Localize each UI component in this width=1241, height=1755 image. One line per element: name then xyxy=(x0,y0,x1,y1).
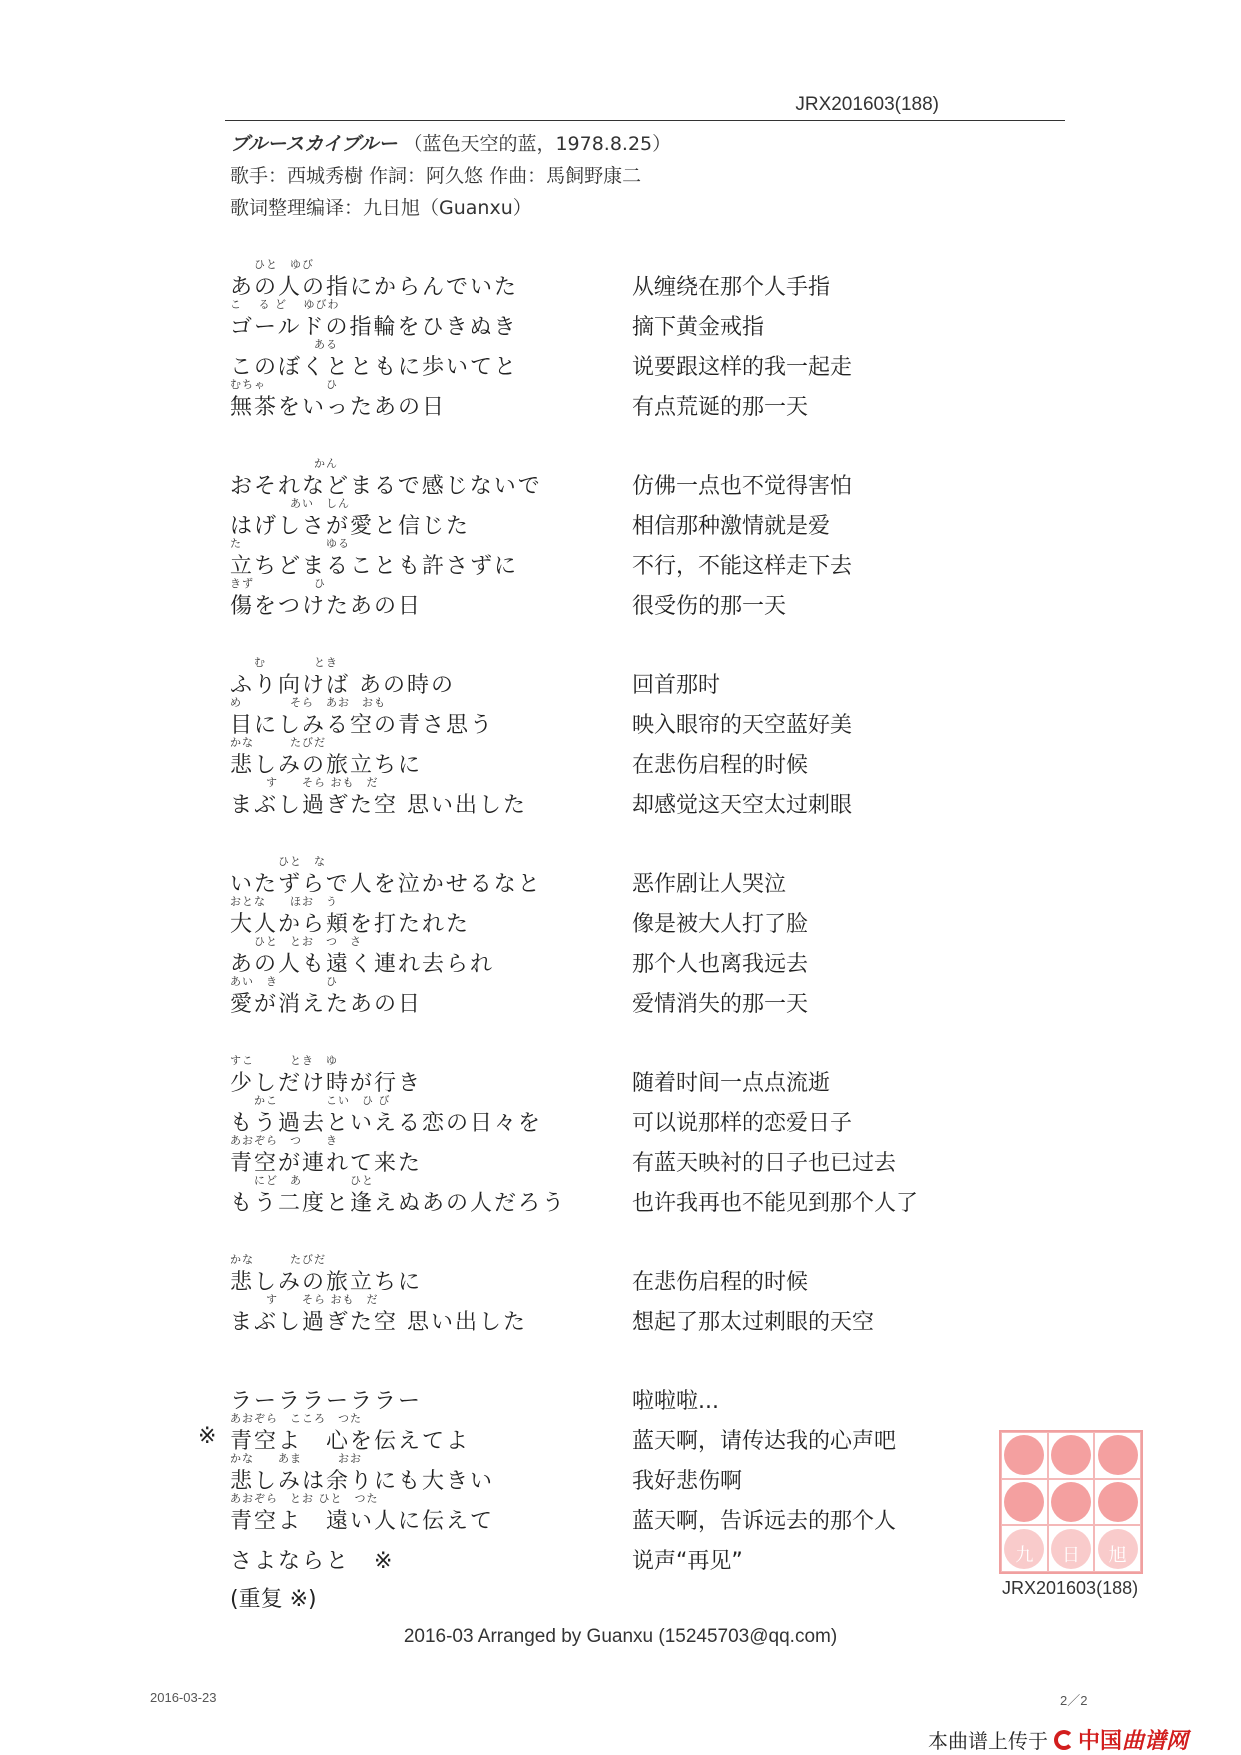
lyric-chinese: 很受伤的那一天 xyxy=(632,594,787,619)
lyric-japanese: 悲しみの旅立ちに xyxy=(230,753,423,778)
stamp-cell xyxy=(1001,1525,1048,1572)
stamp-dot xyxy=(1098,1482,1138,1522)
lyric-row xyxy=(230,577,787,619)
lyric-row xyxy=(230,855,787,897)
lyric-japanese: 愛が消えたあの日 xyxy=(230,992,423,1017)
stanza xyxy=(230,457,853,619)
lyric-row xyxy=(230,776,853,818)
lyric-chinese: 我好悲伤啊 xyxy=(632,1469,743,1494)
furigana: にど あ ひと xyxy=(230,1174,374,1187)
stamp-char: 日 xyxy=(1061,1545,1080,1566)
lyric-chinese: 那个人也离我远去 xyxy=(632,952,809,977)
furigana: かな あま おお xyxy=(230,1452,362,1465)
upload-text: 本曲谱上传于 xyxy=(928,1729,1048,1753)
header xyxy=(230,128,671,224)
lyric-chinese: 随着时间一点点流逝 xyxy=(632,1071,831,1096)
lyric-row xyxy=(230,736,809,778)
stanza xyxy=(230,656,853,818)
lyric-row xyxy=(230,497,831,539)
lyric-chinese: 像是被大人打了脸 xyxy=(632,912,809,937)
furigana: め そら あお おも xyxy=(230,696,386,709)
stamp-cell xyxy=(1094,1432,1141,1479)
lyric-chinese: 不行，不能这样走下去 xyxy=(632,554,853,579)
song-title-cn: （蓝色天空的蓝，1978.8.25） xyxy=(403,133,672,155)
lyric-chinese: 也许我再也不能见到那个人了 xyxy=(632,1191,919,1216)
lyric-japanese: ふり向けば あの時の xyxy=(230,673,455,698)
stamp-cell xyxy=(1094,1525,1141,1572)
lyric-japanese: 少しだけ時が行き xyxy=(230,1071,423,1096)
lyric-japanese: あの人の指にからんでいた xyxy=(230,275,519,300)
lyric-chinese: 有蓝天映衬的日子也已过去 xyxy=(632,1151,897,1176)
lyric-japanese: まぶし過ぎた空 思い出した xyxy=(230,793,527,818)
furigana: ひと とお つ さ xyxy=(230,935,362,948)
song-credits: 歌手：西城秀樹 作詞：阿久悠 作曲：馬飼野康二 xyxy=(230,165,642,187)
stamp-cell xyxy=(1048,1479,1095,1526)
lyric-chinese: 蓝天啊，告诉远去的那个人 xyxy=(632,1509,897,1534)
lyric-chinese: 映入眼帘的天空蓝好美 xyxy=(632,713,853,738)
lyric-row xyxy=(230,1253,809,1295)
furigana: こ る ど ゆびわ xyxy=(230,298,340,311)
furigana: た ゆる xyxy=(230,537,350,550)
lyric-chinese: 摘下黄金戒指 xyxy=(632,315,765,340)
lyric-row xyxy=(230,935,809,977)
stamp-dot xyxy=(1098,1435,1138,1475)
lyric-chinese: 蓝天啊，请传达我的心声吧 xyxy=(632,1429,897,1454)
furigana: かな たびだ xyxy=(230,736,326,749)
stamp-cell xyxy=(1001,1479,1048,1526)
lyric-chinese: 爱情消失的那一天 xyxy=(632,992,809,1017)
lyric-row xyxy=(230,895,809,937)
site-logo-part1: 中国 xyxy=(1078,1729,1123,1754)
lyric-row xyxy=(230,1372,719,1414)
furigana: ひと な xyxy=(230,855,326,868)
lyric-row xyxy=(230,1452,743,1494)
lyric-japanese: はげしさが愛と信じた xyxy=(230,514,471,539)
furigana: あい しん xyxy=(230,497,350,510)
lyric-japanese: 青空が連れて来た xyxy=(230,1151,423,1176)
lyric-row xyxy=(230,457,853,499)
lyric-row xyxy=(230,298,765,340)
stanza xyxy=(198,1372,897,1613)
furigana: かな たびだ xyxy=(230,1253,326,1266)
header-rule xyxy=(225,120,1065,121)
furigana: おとな ほお う xyxy=(230,895,338,908)
lyric-chinese: 相信那种激情就是爱 xyxy=(632,514,831,539)
lyric-japanese: おそれなどまるで感じないで xyxy=(230,474,542,499)
lyric-chinese: 说要跟这样的我一起走 xyxy=(632,355,853,380)
furigana: きず ひ xyxy=(230,577,326,590)
page-number: 2／2 xyxy=(1060,1693,1088,1708)
lyric-row xyxy=(230,338,853,380)
lyric-japanese: さよならと ※ xyxy=(230,1549,395,1574)
lyric-chinese: 在悲伤启程的时候 xyxy=(632,753,809,778)
stamp-dot xyxy=(1004,1435,1044,1475)
lyric-japanese: 悲しみは余りにも大きい xyxy=(230,1469,495,1494)
lyric-row xyxy=(230,1293,875,1335)
lyric-row xyxy=(230,1492,897,1534)
lyric-japanese: 目にしみる空の青さ思う xyxy=(230,713,495,738)
lyric-row xyxy=(230,1532,743,1574)
repeat-instruction: (重复 ※) xyxy=(230,1587,317,1612)
stanza xyxy=(230,1253,875,1335)
furigana: かこ こい ひ び xyxy=(230,1094,391,1107)
print-date: 2016-03-23 xyxy=(150,1690,217,1705)
lyric-chinese: 想起了那太过刺眼的天空 xyxy=(632,1310,875,1335)
stanza xyxy=(230,855,809,1017)
lyric-chinese: 恶作剧让人哭泣 xyxy=(632,872,787,897)
lyric-japanese: もう二度と逢えぬあの人だろう xyxy=(230,1191,567,1216)
lyric-chinese: 啦啦啦... xyxy=(632,1389,719,1414)
lyric-japanese: 悲しみの旅立ちに xyxy=(230,1270,423,1295)
lyric-chinese: 在悲伤启程的时候 xyxy=(632,1270,809,1295)
lyric-chinese: 有点荒诞的那一天 xyxy=(632,395,809,420)
lyric-row xyxy=(198,1412,897,1454)
stamp-cell xyxy=(1048,1525,1095,1572)
lyric-row xyxy=(230,1174,919,1216)
lyric-row xyxy=(230,378,809,420)
lyric-row xyxy=(230,1134,897,1176)
lyric-japanese: ゴールドの指輪をひきぬき xyxy=(230,315,518,340)
furigana: す そら おも だ xyxy=(230,776,379,789)
stamp-cell xyxy=(1048,1432,1095,1479)
document-code: JRX201603(188) xyxy=(795,94,939,115)
furigana: むちゃ ひ xyxy=(230,378,338,391)
lyric-chinese: 却感觉这天空太过刺眼 xyxy=(632,793,853,818)
site-logo-icon xyxy=(1054,1730,1074,1750)
repeat-mark: ※ xyxy=(198,1424,217,1449)
lyric-japanese: 立ちどまることも許さずに xyxy=(230,554,519,579)
upload-credit[interactable] xyxy=(928,1724,1188,1755)
lyric-japanese: 青空よ 心を伝えてよ xyxy=(230,1429,471,1454)
furigana: すこ とき ゆ xyxy=(230,1054,338,1067)
furigana: む とき xyxy=(230,656,338,669)
arranged-by: 2016-03 Arranged by Guanxu (15245703@qq.com) xyxy=(403,1626,838,1647)
lyric-japanese: もう過去といえる恋の日々を xyxy=(230,1111,543,1136)
stamp-cell xyxy=(1094,1479,1141,1526)
lyric-chinese: 回首那时 xyxy=(632,673,721,698)
lyric-japanese: いたずらで人を泣かせるなと xyxy=(230,872,542,897)
stamp-cell xyxy=(1001,1432,1048,1479)
lyric-row xyxy=(230,696,853,738)
furigana: ひと ゆび xyxy=(230,258,314,271)
song-title-jp: ブルースカイブルー xyxy=(230,133,398,155)
lyric-row xyxy=(230,1054,831,1096)
lyric-japanese: 青空よ 遠い人に伝えて xyxy=(230,1509,495,1534)
stamp-dot xyxy=(1004,1482,1044,1522)
lyric-row xyxy=(230,537,853,579)
furigana: あおぞら つ き xyxy=(230,1134,338,1147)
stamp-char: 旭 xyxy=(1108,1545,1127,1566)
furigana: かん xyxy=(230,457,338,470)
stamp-code: JRX201603(188) xyxy=(1002,1578,1139,1598)
furigana: あおぞら とお ひと つた xyxy=(230,1492,379,1505)
lyric-row xyxy=(230,1094,853,1136)
lyric-chinese: 说声“再见” xyxy=(632,1549,743,1574)
author-stamp xyxy=(999,1430,1143,1574)
lyric-chinese: 可以说那样的恋爱日子 xyxy=(632,1111,853,1136)
lyric-chinese: 从缠绕在那个人手指 xyxy=(632,275,831,300)
lyric-japanese: このぼくとともに歩いてと xyxy=(230,355,519,380)
stamp-char: 九 xyxy=(1015,1545,1034,1566)
stanza xyxy=(230,258,853,420)
furigana: す そら おも だ xyxy=(230,1293,379,1306)
lyric-japanese: ラーララーララー xyxy=(230,1389,423,1414)
lyric-japanese: 無茶をいったあの日 xyxy=(230,395,447,420)
stamp-dot xyxy=(1051,1435,1091,1475)
lyric-row xyxy=(230,975,809,1017)
lyric-japanese: 大人から頬を打たれた xyxy=(230,912,471,937)
lyric-row xyxy=(230,258,831,300)
lyric-japanese: 傷をつけたあの日 xyxy=(230,594,423,619)
site-logo-part2: 曲谱网 xyxy=(1122,1729,1189,1754)
furigana: あおぞら こころ つた xyxy=(230,1412,362,1425)
lyric-japanese: まぶし過ぎた空 思い出した xyxy=(230,1310,527,1335)
stamp-dot xyxy=(1051,1482,1091,1522)
stanza xyxy=(230,1054,919,1216)
lyric-japanese: あの人も遠く連れ去られ xyxy=(230,952,495,977)
lyric-row xyxy=(230,656,721,698)
furigana: あい き ひ xyxy=(230,975,338,988)
furigana: ある xyxy=(230,338,338,351)
lyric-chinese: 仿佛一点也不觉得害怕 xyxy=(632,474,853,499)
translator-credit: 歌词整理编译：九日旭（Guanxu） xyxy=(230,197,532,219)
